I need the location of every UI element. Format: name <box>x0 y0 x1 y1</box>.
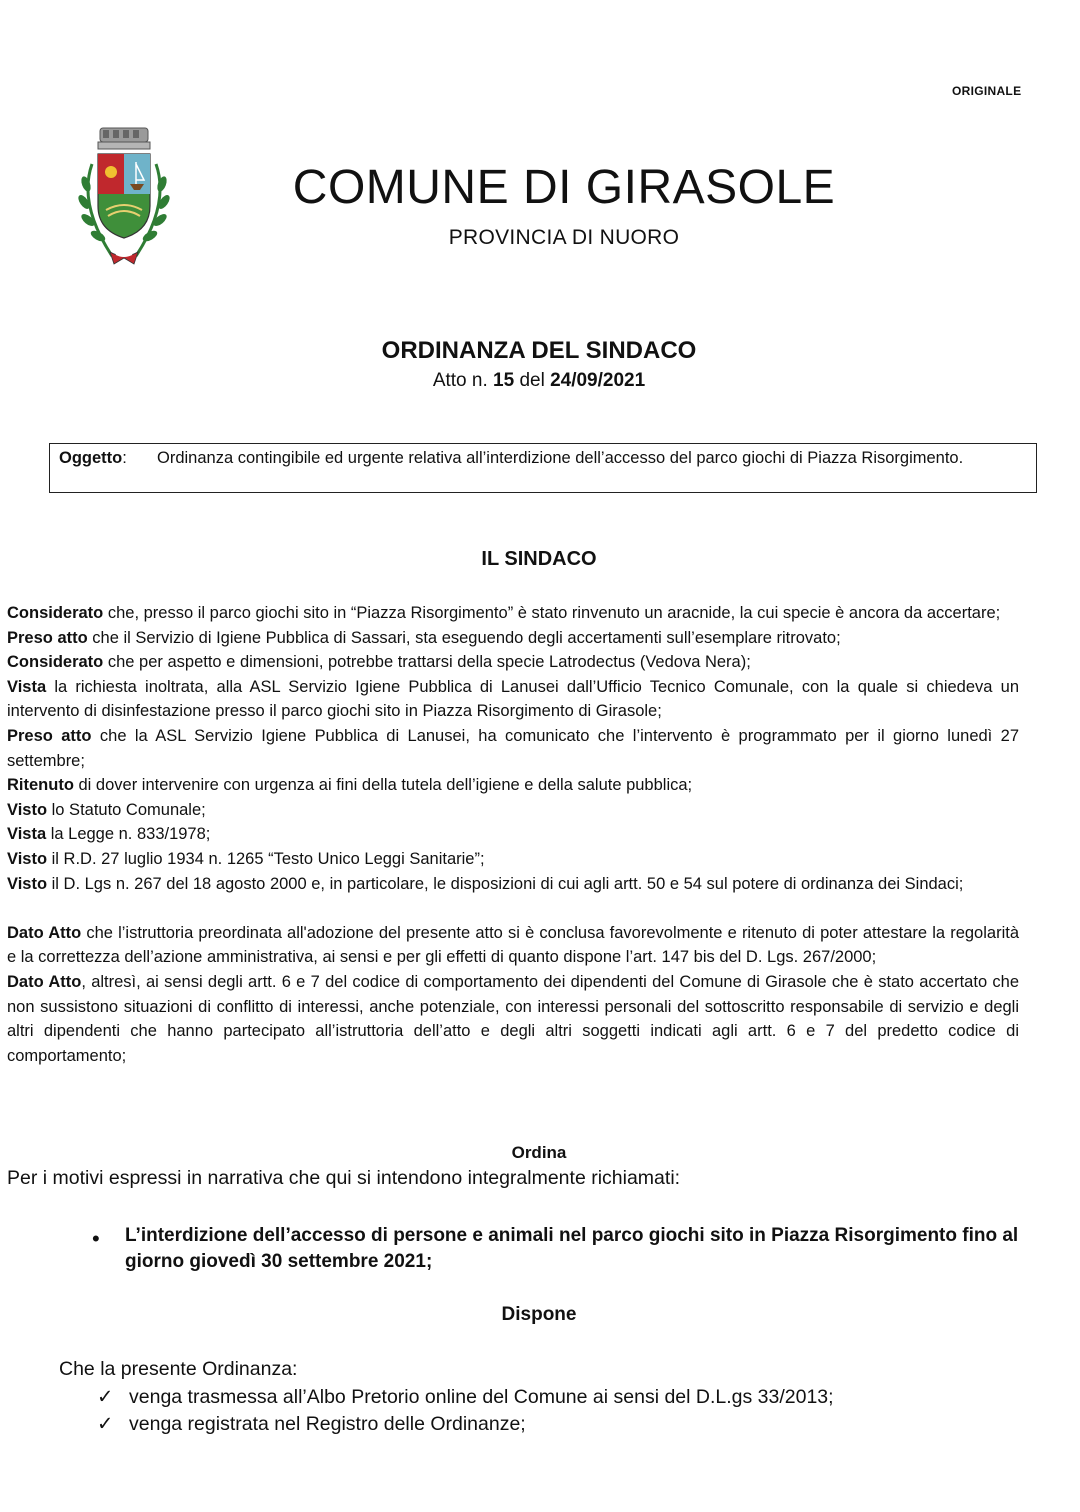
premise-text: che per aspetto e dimensioni, potrebbe trattarsi della specie Latrodectus (Vedova Nera); <box>103 653 751 672</box>
premise-paragraph <box>7 601 1019 626</box>
premise-keyword: Vista <box>7 825 47 844</box>
premise-text: la richiesta inoltrata, alla ASL Servizio Igiene Pubblica di Lanusei dall’Ufficio Tecnico Comunale, con la quale si chiedeva un intervento di disinfestazione presso il parco giochi sito in Piazza Risorgimento di Girasole; <box>7 677 1019 721</box>
premise-keyword: Visto <box>7 800 48 819</box>
premise-text: lo Statuto Comunale; <box>47 800 206 819</box>
list-item <box>97 1411 834 1438</box>
premise-keyword: Vista <box>7 677 47 696</box>
municipality-title: COMUNE DI GIRASOLE <box>292 161 836 214</box>
premise-paragraph <box>7 675 1019 724</box>
act-reference <box>0 370 1078 392</box>
premise-keyword: Dato Atto <box>7 923 82 942</box>
premise-paragraph <box>7 822 1019 847</box>
act-number: 15 <box>493 370 515 391</box>
premise-keyword: Considerato <box>7 653 104 672</box>
list-item <box>97 1384 834 1411</box>
premise-text: che l’istruttoria preordinata all'adozione del presente atto si è conclusa favorevolmente e ritenuto di poter attestare la regolarità e la correttezza dell’azione amministrativa, ai sensi e per gli effetti di quanto dispone l’art. 147 bis del D. Lgs. 267/2000; <box>7 923 1019 967</box>
premise-paragraph <box>7 872 1019 897</box>
orders-heading: Ordina <box>511 1143 567 1162</box>
premise-text: che il Servizio di Igiene Pubblica di Sassari, sta eseguendo degli accertamenti sull’esemplare ritrovato; <box>87 628 841 647</box>
premise-keyword: Visto <box>7 874 48 893</box>
subject-text: Ordinanza contingibile ed urgente relativa all’interdizione dell’accesso del parco giochi di Piazza Risorgimento. <box>157 449 964 467</box>
premise-text: il D. Lgs n. 267 del 18 agosto 2000 e, in particolare, le disposizioni di cui agli artt. 50 e 54 sul potere di ordinanza dei Sindaci; <box>47 874 964 893</box>
premise-text: il R.D. 27 luglio 1934 n. 1265 “Testo Unico Leggi Sanitarie”; <box>47 849 485 868</box>
subject-label <box>59 446 127 470</box>
dispositions-intro: Che la presente Ordinanza: <box>59 1358 298 1380</box>
premise-keyword: Visto <box>7 849 48 868</box>
premise-keyword: Considerato <box>7 604 104 622</box>
act-del: del <box>519 370 545 391</box>
subject-label-text: Oggetto <box>59 449 123 467</box>
premise-paragraph <box>7 650 1019 675</box>
act-prefix: Atto n. <box>432 370 488 391</box>
premise-keyword: Ritenuto <box>7 776 74 795</box>
ordinance-title: ORDINANZA DEL SINDACO <box>381 337 697 364</box>
subject-label-colon: : <box>122 449 127 467</box>
premise-text: che, presso il parco giochi sito in “Piazza Risorgimento” è stato rinvenuto un aracnide, la cui specie è ancora da accertare; <box>103 604 1001 622</box>
checkmark-icon: ✓ <box>97 1413 114 1435</box>
act-date: 24/09/2021 <box>550 370 646 391</box>
premise-keyword: Preso atto <box>7 628 88 647</box>
premise-paragraph <box>7 724 1019 773</box>
premise-paragraph <box>7 847 1019 872</box>
premise-paragraph <box>7 626 1019 651</box>
premise-text: , altresì, ai sensi degli artt. 6 e 7 del codice di comportamento dei dipendenti del Comune di Girasole che è stato accertato che non sussistono situazioni di conflitto di interessi, anche potenziale, con interessi personali del sottoscritto responsabile di servizio e degli altri dipendenti che hanno partecipato all’istruttoria dell’atto e degli altri soggetti indicati agli artt. 6 e 7 del predetto codice di comportamento; <box>7 972 1019 1065</box>
dispositions-list <box>97 1384 834 1438</box>
premise-keyword: Preso atto <box>7 726 92 745</box>
premise-paragraph <box>7 921 1019 970</box>
disposition-text: venga registrata nel Registro delle Ordinanze; <box>129 1413 526 1435</box>
premise-paragraph <box>7 798 1019 823</box>
premise-text: che la ASL Servizio Igiene Pubblica di Lanusei, ha comunicato che l’intervento è programmato per il giorno lunedì 27 settembre; <box>7 726 1019 770</box>
mayor-heading: IL SINDACO <box>481 548 597 570</box>
premise-text: la Legge n. 833/1978; <box>46 825 211 844</box>
premise-text: di dover intervenire con urgenza ai fini della tutela dell’igiene e della salute pubblica; <box>73 776 693 795</box>
originale-stamp: ORIGINALE <box>952 84 1022 98</box>
premise-paragraph <box>7 773 1019 798</box>
checkmark-icon: ✓ <box>97 1386 114 1408</box>
bullet-icon: • <box>92 1226 100 1251</box>
subject-box <box>49 443 1037 493</box>
premise-keyword: Dato Atto <box>7 972 82 991</box>
premise-paragraph <box>7 970 1019 1068</box>
disposition-text: venga trasmessa all’Albo Pretorio online del Comune ai sensi del D.L.gs 33/2013; <box>129 1386 834 1408</box>
order-item: L’interdizione dell’accesso di persone e animali nel parco giochi sito in Piazza Risorgimento fino al giorno giovedì 30 settembre 2021; <box>125 1225 1019 1272</box>
province-subtitle: PROVINCIA DI NUORO <box>448 226 680 249</box>
dispositions-heading: Dispone <box>501 1304 577 1325</box>
premises-section <box>7 601 1019 1068</box>
orders-intro: Per i motivi espressi in narrativa che qui si intendono integralmente richiamati: <box>7 1167 681 1189</box>
